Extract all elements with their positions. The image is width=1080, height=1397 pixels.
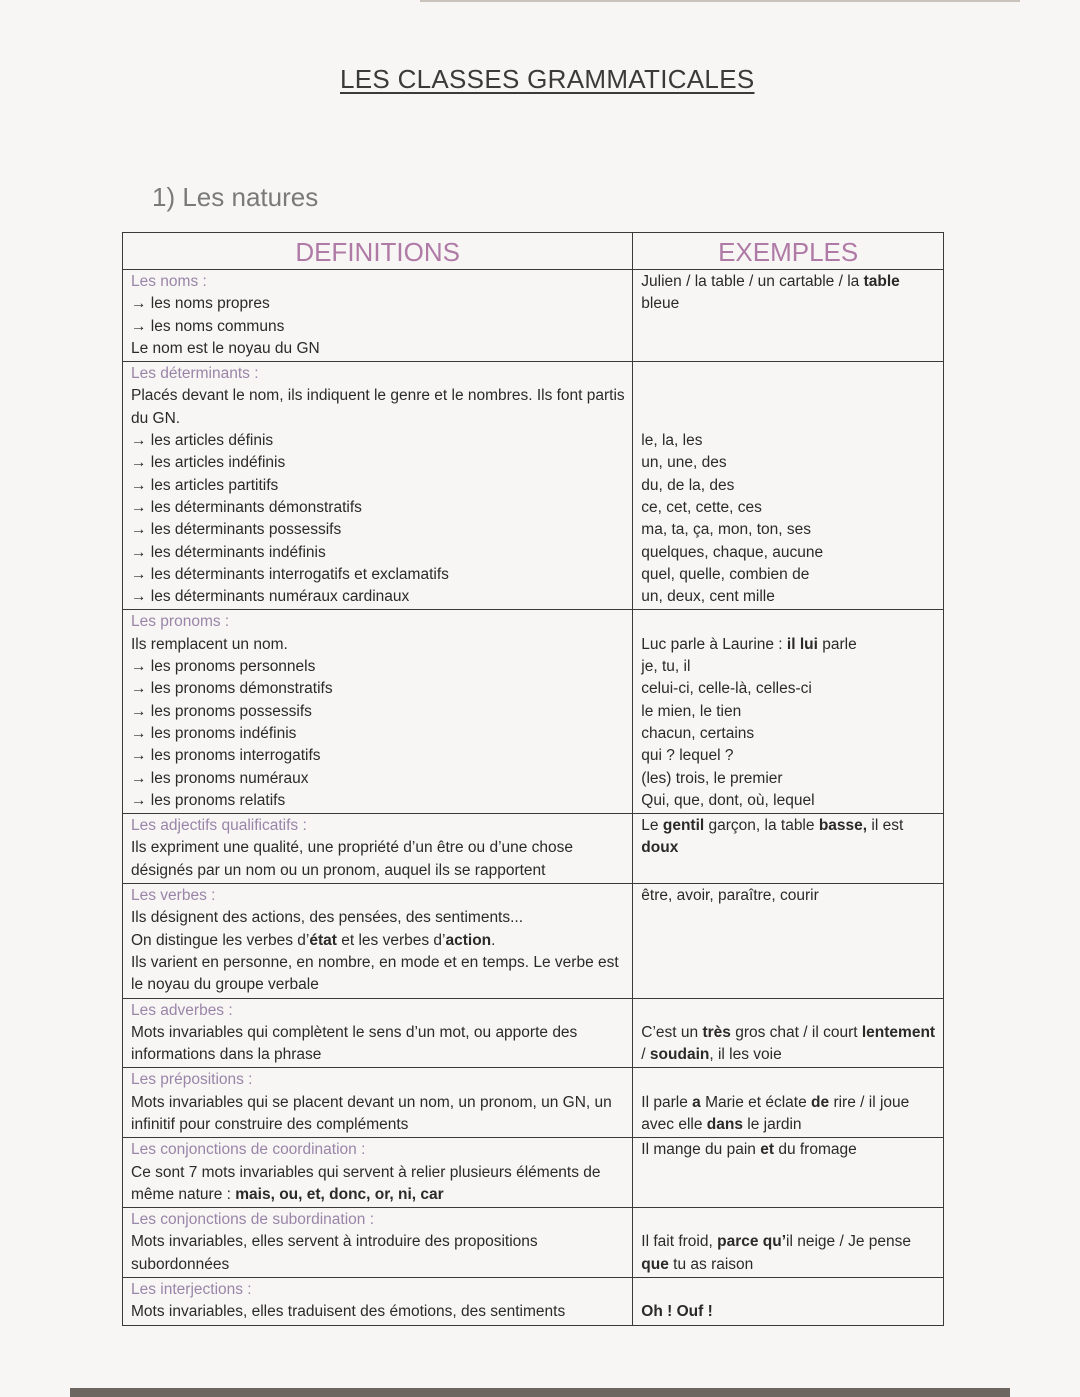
definition-cell [123,362,633,610]
example-cell [633,610,944,814]
category-label: Les pronoms : [131,613,230,631]
list-item: → les pronoms indéfinis [131,724,297,742]
bottom-edge-shadow [70,1388,1010,1397]
category-label: Les adverbes : [131,1001,233,1019]
natures-table [122,232,944,1326]
definition-cell [123,814,633,884]
example-cell: C’est un très gros chat / il court lentement / soudain, il les voie [633,998,944,1068]
definition-intro: Ils remplacent un nom. [131,635,288,653]
category-label: Les noms : [131,273,207,290]
list-item: → les articles définis [131,432,274,450]
list-item: → les pronoms relatifs [131,791,286,809]
list-item: → les pronoms possessifs [131,702,312,720]
example-cell: Il mange du pain et du fromage [633,1138,944,1208]
example-line: le, la, les [641,432,703,450]
category-label: Les interjections : [131,1281,252,1299]
list-item: → les déterminants numéraux cardinaux [131,588,410,606]
category-label: Les conjonctions de subordination : [131,1211,374,1229]
example-cell: Julien / la table / un cartable / la table bleue [633,270,944,362]
list-item: → les articles partitifs [131,476,279,494]
definition-text: Mots invariables, elles servent à introduire des propositions subordonnées [131,1233,538,1273]
example-cell: Il fait froid, parce qu’il neige / Je pense que tu as raison [633,1208,944,1278]
example-line: ce, cet, cette, ces [641,498,762,516]
table-row-adverbes [123,998,944,1068]
list-item: → les déterminants démonstratifs [131,498,362,516]
definition-text: Mots invariables, elles traduisent des émotions, des sentiments [131,1303,566,1321]
list-item: → les déterminants possessifs [131,521,342,539]
category-label: Les prépositions : [131,1071,253,1089]
example-line: quel, quelle, combien de [641,565,810,583]
header-examples: EXEMPLES [633,233,944,270]
definition-line: → les noms propres [131,295,270,313]
example-line: (les) trois, le premier [641,769,783,787]
list-item: → les déterminants interrogatifs et exclamatifs [131,565,449,583]
table-row-pronoms [123,610,944,814]
example-line: celui-ci, celle-là, celles-ci [641,680,812,698]
definition-text: Ils expriment une qualité, une propriété d’un être ou d’une chose désignés par un nom ou un pronom, auquel ils se rapportent [131,839,574,879]
category-label: Les verbes : [131,887,216,905]
example-line: un, une, des [641,454,727,472]
list-item: → les articles indéfinis [131,454,286,472]
table-row-verbes [123,884,944,998]
example-line: du, de la, des [641,476,735,494]
definition-cell [123,1068,633,1138]
definition-cell [123,884,633,998]
list-item: → les pronoms démonstratifs [131,680,333,698]
example-line: un, deux, cent mille [641,588,775,606]
definition-line: Le nom est le noyau du GN [131,339,320,357]
top-edge-shadow [420,0,1020,2]
table-row-adjectifs [123,814,944,884]
table-row-conj-subordination [123,1208,944,1278]
definition-text: Ce sont 7 mots invariables qui servent à relier plusieurs éléments de même nature : mais, ou, et, donc, or, ni, car [131,1163,601,1203]
category-label: Les déterminants : [131,365,259,383]
example-line: le mien, le tien [641,702,742,720]
list-item: → les pronoms interrogatifs [131,747,321,765]
example-line: ma, ta, ça, mon, ton, ses [641,521,812,539]
definition-cell [123,998,633,1068]
table-header-row [123,233,944,270]
definition-text: Mots invariables qui complètent le sens d’un mot, ou apporte des informations dans la phrase [131,1023,578,1064]
definition-line: → les noms communs [131,317,285,335]
example-line: je, tu, il [641,658,691,676]
example-cell [633,362,944,610]
definition-cell [123,1278,633,1326]
definition-intro: Placés devant le nom, ils indiquent le genre et le nombres. Ils font partis du GN. [131,387,625,427]
page-title: LES CLASSES GRAMMATICALES [340,64,755,94]
table-row-determinants [123,362,944,610]
example-line: Luc parle à Laurine : il lui parle [641,635,857,653]
category-label: Les conjonctions de coordination : [131,1141,366,1159]
example-cell: Oh ! Ouf ! [633,1278,944,1326]
definition-cell [123,1138,633,1208]
category-label: Les adjectifs qualificatifs : [131,817,307,835]
section-heading: 1) Les natures [152,182,319,212]
table-row-conj-coordination [123,1138,944,1208]
example-line: qui ? lequel ? [641,747,734,765]
list-item: → les pronoms personnels [131,658,316,676]
definition-cell [123,1208,633,1278]
definition-cell [123,270,633,362]
definition-cell [123,610,633,814]
example-cell: Il parle a Marie et éclate de rire / il joue avec elle dans le jardin [633,1068,944,1138]
definition-text: Mots invariables qui se placent devant un nom, un pronom, un GN, un infinitif pour construire des compléments [131,1093,612,1133]
table-row-noms [123,270,944,362]
list-item: → les pronoms numéraux [131,769,309,787]
table-row-prepositions [123,1068,944,1138]
definition-text: Ils désignent des actions, des pensées, des sentiments... On distingue les verbes d’état et les verbes d’action. Ils varient en personne, en nombre, en mode et en temps. Le verbe est le noyau du groupe verbale [131,909,619,994]
list-item: → les déterminants indéfinis [131,543,326,561]
example-line: quelques, chaque, aucune [641,543,824,561]
table-row-interjections [123,1278,944,1326]
example-line: chacun, certains [641,724,755,742]
example-cell: Le gentil garçon, la table basse, il est doux [633,814,944,884]
header-definitions: DEFINITIONS [123,233,633,270]
example-cell: être, avoir, paraître, courir [633,884,944,998]
example-line: Qui, que, dont, où, lequel [641,791,815,809]
